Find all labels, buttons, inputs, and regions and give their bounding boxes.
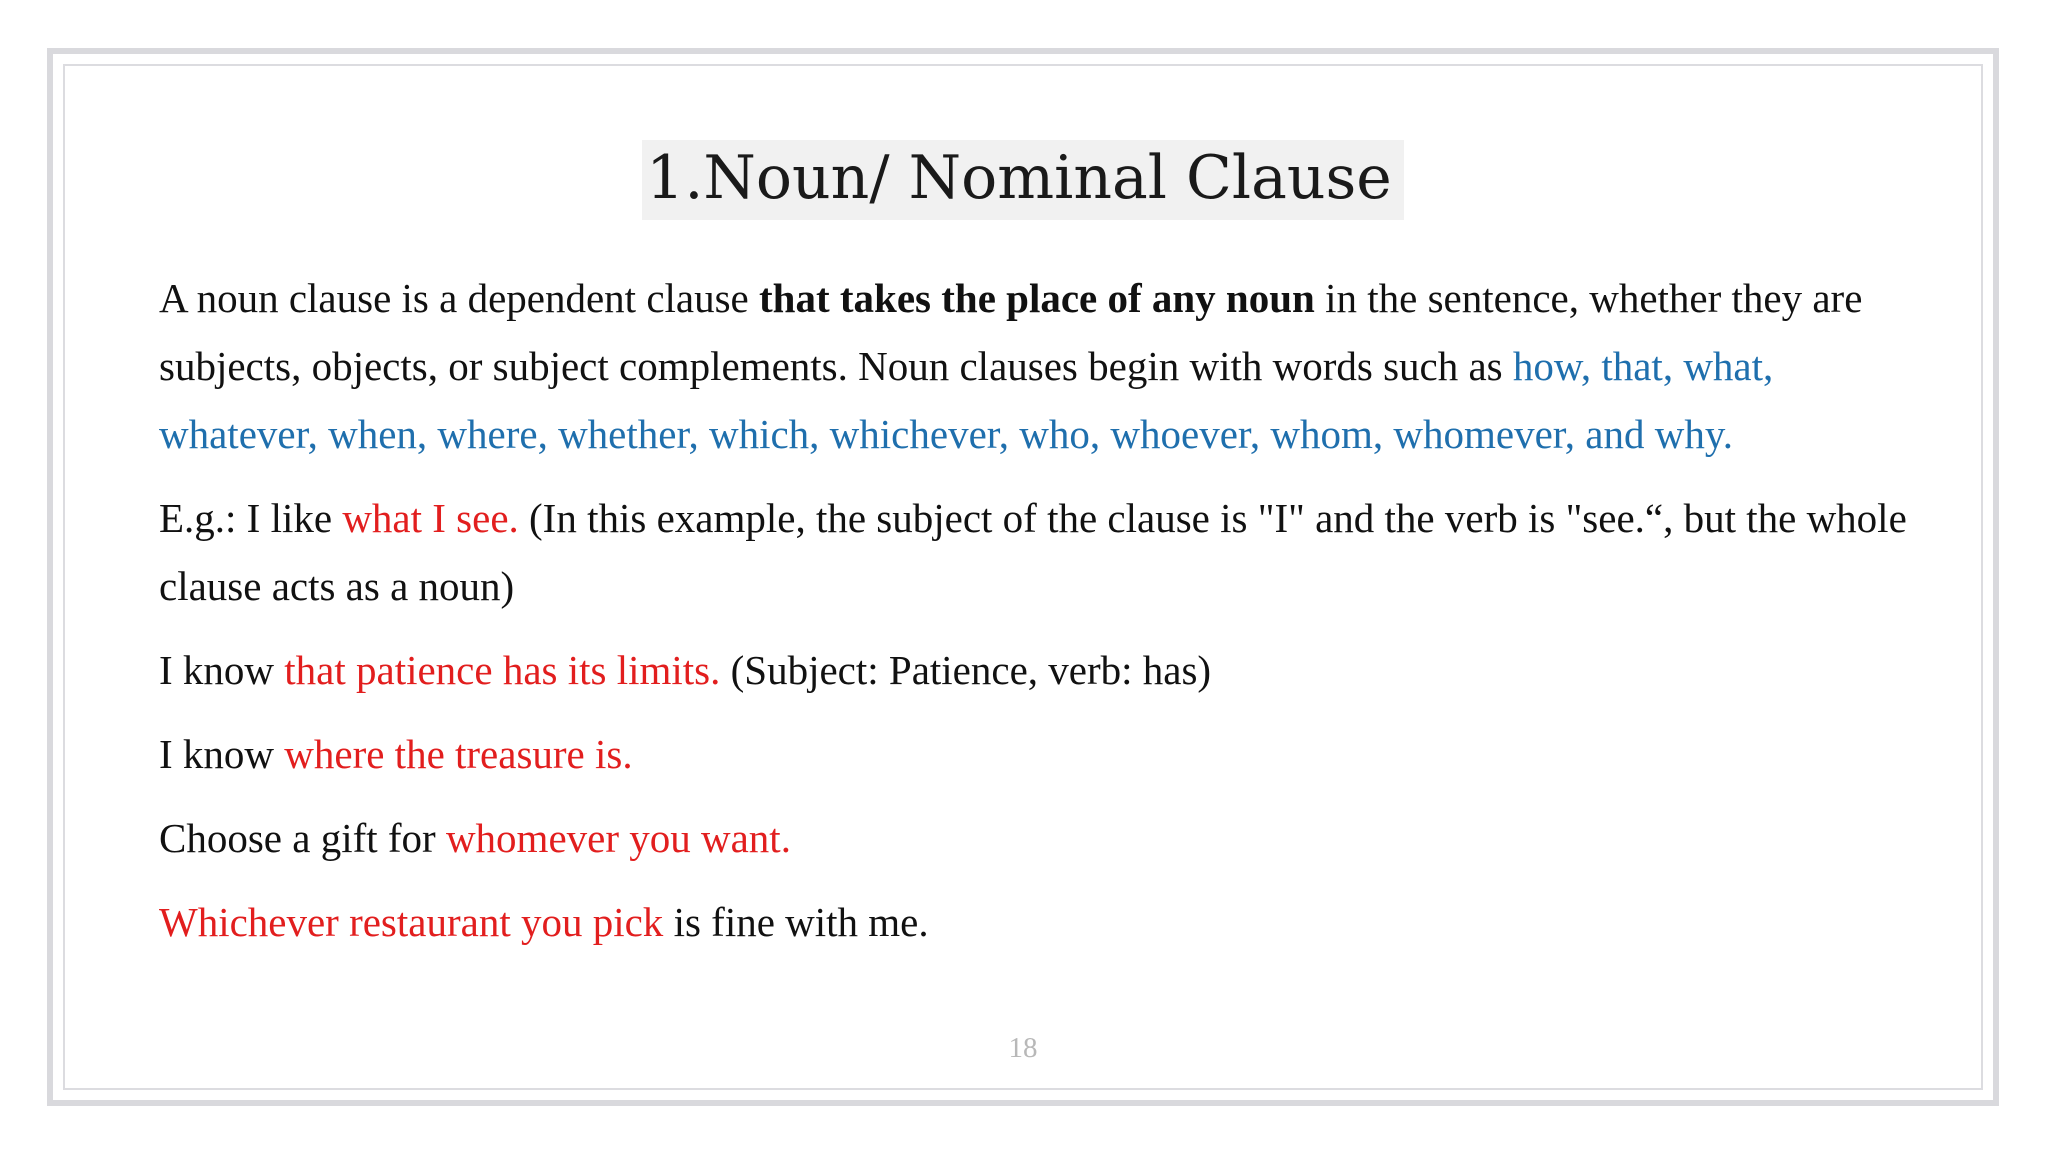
definition-bold-phrase: that takes the place of any noun [759, 275, 1315, 321]
example-noun-clause: whomever you want. [445, 815, 791, 861]
slide-inner-border [63, 64, 1983, 1090]
example-text-before: I know [159, 647, 285, 693]
slide-frame [47, 48, 1999, 1106]
example-noun-clause: where the treasure is. [284, 731, 633, 777]
example-text-before: I know [159, 731, 285, 777]
example-paragraph [159, 636, 1939, 704]
slide-content [159, 264, 1939, 972]
definition-text-middle: in the sentence, whether they are subjects, objects, or subject complements. Noun clauses begin with words such as [159, 275, 1863, 389]
example-paragraph [159, 720, 1939, 788]
definition-paragraph [159, 264, 1939, 468]
example-noun-clause: Whichever restaurant you pick [159, 899, 664, 945]
example-paragraph [159, 804, 1939, 872]
example-text-before: Choose a gift for [159, 815, 446, 861]
example-paragraph [159, 484, 1939, 620]
page-number: 18 [1008, 1032, 1038, 1064]
example-text-after: (In this example, the subject of the clause is "I" and the verb is "see.“, but the whole clause acts as a noun) [159, 495, 1907, 609]
example-noun-clause: that patience has its limits. [284, 647, 721, 693]
title-container [65, 140, 1981, 220]
example-noun-clause: what I see. [342, 495, 519, 541]
definition-text-start: A noun clause is a dependent clause [159, 275, 760, 321]
noun-clause-keywords: how, that, what, whatever, when, where, whether, which, whichever, who, whoever, whom, whomever, and why. [159, 343, 1774, 457]
slide-title: 1.Noun/ Nominal Clause [642, 140, 1404, 220]
example-text-after: is fine with me. [663, 899, 929, 945]
example-text-before: E.g.: I like [159, 495, 343, 541]
example-text-after: (Subject: Patience, verb: has) [720, 647, 1212, 693]
example-paragraph [159, 888, 1939, 956]
